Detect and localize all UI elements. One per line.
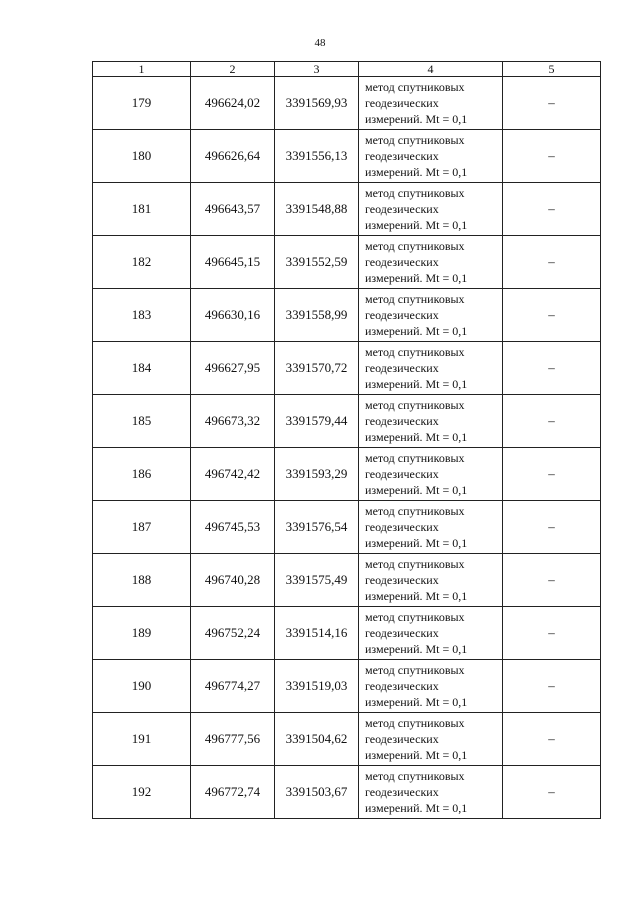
header-row [93,62,601,77]
table-body [93,77,601,819]
y-coordinate-cell: 3391575,49 [275,554,359,607]
table-row [93,660,601,713]
method-line-3: измерений. Mt = 0,1 [365,271,468,285]
y-coordinate-cell: 3391552,59 [275,236,359,289]
method-line-3: измерений. Mt = 0,1 [365,324,468,338]
column-5-cell: – [503,554,601,607]
method-line-3: измерений. Mt = 0,1 [365,165,468,179]
method-line-2: геодезических [365,149,439,163]
method-cell [359,183,503,236]
point-number-cell: 191 [93,713,191,766]
method-line-2: геодезических [365,414,439,428]
column-header-4: 4 [359,62,503,77]
x-coordinate-cell: 496752,24 [191,607,275,660]
point-number-cell: 184 [93,342,191,395]
point-number-cell: 192 [93,766,191,819]
method-line-3: измерений. Mt = 0,1 [365,695,468,709]
method-line-3: измерений. Mt = 0,1 [365,218,468,232]
method-line-3: измерений. Mt = 0,1 [365,377,468,391]
method-line-3: измерений. Mt = 0,1 [365,430,468,444]
method-cell [359,607,503,660]
table-row [93,130,601,183]
table-row [93,183,601,236]
column-5-cell: – [503,713,601,766]
method-cell [359,766,503,819]
column-5-cell: – [503,289,601,342]
method-line-1: метод спутниковых [365,663,465,677]
method-line-3: измерений. Mt = 0,1 [365,589,468,603]
method-line-1: метод спутниковых [365,716,465,730]
column-5-cell: – [503,607,601,660]
y-coordinate-cell: 3391579,44 [275,395,359,448]
column-5-cell: – [503,342,601,395]
method-line-1: метод спутниковых [365,80,465,94]
method-line-1: метод спутниковых [365,610,465,624]
column-header-2: 2 [191,62,275,77]
y-coordinate-cell: 3391593,29 [275,448,359,501]
y-coordinate-cell: 3391519,03 [275,660,359,713]
point-number-cell: 180 [93,130,191,183]
method-line-1: метод спутниковых [365,345,465,359]
column-5-cell: – [503,766,601,819]
method-line-2: геодезических [365,785,439,799]
column-header-1: 1 [93,62,191,77]
page-number: 48 [314,37,326,49]
table-row [93,766,601,819]
table-row [93,448,601,501]
x-coordinate-cell: 496643,57 [191,183,275,236]
method-line-3: измерений. Mt = 0,1 [365,483,468,497]
method-cell [359,501,503,554]
method-line-1: метод спутниковых [365,133,465,147]
table-row [93,501,601,554]
method-cell [359,448,503,501]
point-number-cell: 186 [93,448,191,501]
method-cell [359,236,503,289]
method-line-2: геодезических [365,573,439,587]
method-line-3: измерений. Mt = 0,1 [365,536,468,550]
method-line-2: геодезических [365,255,439,269]
point-number-cell: 190 [93,660,191,713]
column-5-cell: – [503,183,601,236]
point-number-cell: 188 [93,554,191,607]
x-coordinate-cell: 496740,28 [191,554,275,607]
y-coordinate-cell: 3391569,93 [275,77,359,130]
table-row [93,77,601,130]
method-line-2: геодезических [365,308,439,322]
method-cell [359,77,503,130]
point-number-cell: 185 [93,395,191,448]
method-line-2: геодезических [365,626,439,640]
y-coordinate-cell: 3391504,62 [275,713,359,766]
column-5-cell: – [503,236,601,289]
y-coordinate-cell: 3391570,72 [275,342,359,395]
method-line-2: геодезических [365,732,439,746]
x-coordinate-cell: 496745,53 [191,501,275,554]
method-line-1: метод спутниковых [365,186,465,200]
x-coordinate-cell: 496627,95 [191,342,275,395]
table-row [93,289,601,342]
column-5-cell: – [503,395,601,448]
point-number-cell: 179 [93,77,191,130]
x-coordinate-cell: 496742,42 [191,448,275,501]
method-line-2: геодезических [365,361,439,375]
column-5-cell: – [503,130,601,183]
method-line-1: метод спутниковых [365,557,465,571]
table-header [93,62,601,77]
column-5-cell: – [503,448,601,501]
x-coordinate-cell: 496772,74 [191,766,275,819]
method-line-1: метод спутниковых [365,504,465,518]
x-coordinate-cell: 496626,64 [191,130,275,183]
method-line-3: измерений. Mt = 0,1 [365,801,468,815]
method-line-2: геодезических [365,520,439,534]
table-row [93,236,601,289]
y-coordinate-cell: 3391503,67 [275,766,359,819]
x-coordinate-cell: 496624,02 [191,77,275,130]
column-header-3: 3 [275,62,359,77]
column-5-cell: – [503,77,601,130]
x-coordinate-cell: 496630,16 [191,289,275,342]
method-cell [359,289,503,342]
y-coordinate-cell: 3391556,13 [275,130,359,183]
method-line-1: метод спутниковых [365,769,465,783]
table-row [93,342,601,395]
method-line-3: измерений. Mt = 0,1 [365,642,468,656]
point-number-cell: 187 [93,501,191,554]
column-header-5: 5 [503,62,601,77]
method-cell [359,713,503,766]
method-line-3: измерений. Mt = 0,1 [365,112,468,126]
y-coordinate-cell: 3391558,99 [275,289,359,342]
column-5-cell: – [503,660,601,713]
x-coordinate-cell: 496774,27 [191,660,275,713]
method-line-1: метод спутниковых [365,239,465,253]
method-cell [359,660,503,713]
method-cell [359,395,503,448]
point-number-cell: 181 [93,183,191,236]
method-line-3: измерений. Mt = 0,1 [365,748,468,762]
point-number-cell: 183 [93,289,191,342]
method-cell [359,130,503,183]
method-line-1: метод спутниковых [365,451,465,465]
x-coordinate-cell: 496645,15 [191,236,275,289]
method-line-1: метод спутниковых [365,398,465,412]
method-cell [359,554,503,607]
column-5-cell: – [503,501,601,554]
y-coordinate-cell: 3391576,54 [275,501,359,554]
method-line-2: геодезических [365,96,439,110]
table-row [93,607,601,660]
x-coordinate-cell: 496673,32 [191,395,275,448]
method-cell [359,342,503,395]
method-line-1: метод спутниковых [365,292,465,306]
y-coordinate-cell: 3391548,88 [275,183,359,236]
point-number-cell: 182 [93,236,191,289]
table-row [93,395,601,448]
y-coordinate-cell: 3391514,16 [275,607,359,660]
point-number-cell: 189 [93,607,191,660]
method-line-2: геодезических [365,467,439,481]
table-row [93,554,601,607]
coordinates-table [92,61,601,819]
method-line-2: геодезических [365,679,439,693]
table-row [93,713,601,766]
method-line-2: геодезических [365,202,439,216]
x-coordinate-cell: 496777,56 [191,713,275,766]
